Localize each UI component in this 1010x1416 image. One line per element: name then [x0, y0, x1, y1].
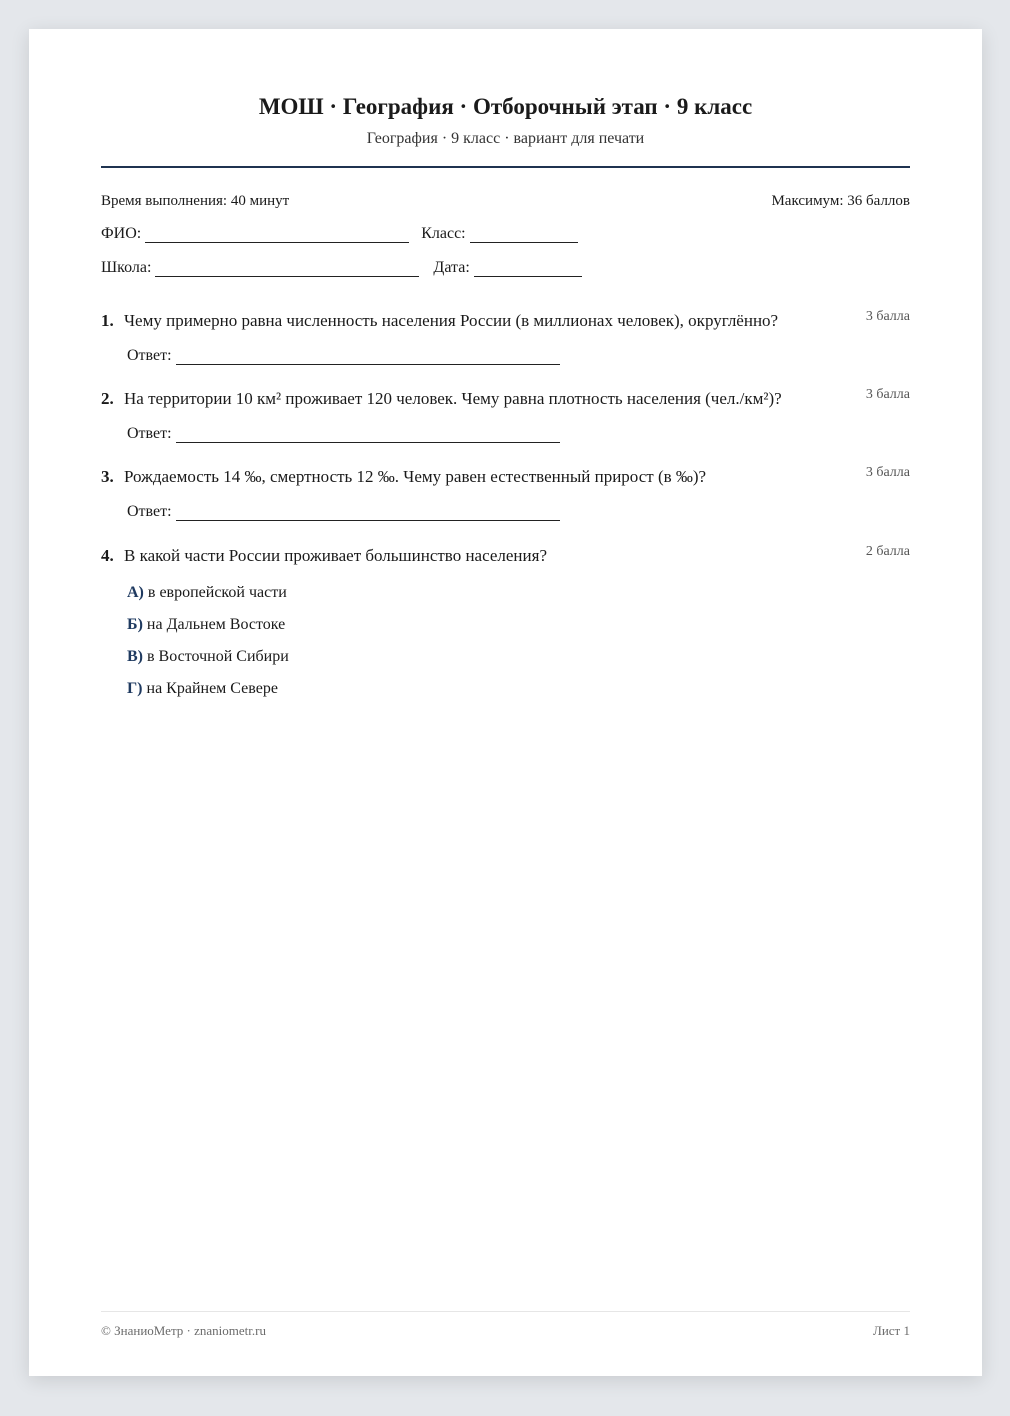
question-points: 3 балла	[865, 465, 910, 480]
answer-field[interactable]	[176, 506, 560, 521]
question-prompt: Чему примерно равна численность населения России (в миллионах человек), округлённо?	[124, 311, 779, 330]
student-fields-row-1	[101, 225, 910, 243]
question-points: 3 балла	[865, 387, 910, 402]
question-points: 2 балла	[865, 544, 910, 559]
question-number: 2.	[101, 389, 114, 408]
answer-label: Ответ:	[127, 503, 172, 520]
time-limit: Время выполнения: 40 минут	[101, 193, 290, 209]
option-letter: А)	[127, 584, 144, 601]
question-number: 3.	[101, 467, 114, 486]
max-score: Максимум: 36 баллов	[771, 193, 910, 209]
page-number: Лист 1	[873, 1323, 910, 1338]
answer-field[interactable]	[176, 350, 560, 365]
option-letter: Б)	[127, 616, 143, 633]
question-text	[101, 467, 706, 487]
option-a[interactable]	[127, 584, 289, 616]
question-text	[101, 311, 778, 331]
question-prompt: В какой части России проживает большинство населения?	[124, 546, 547, 565]
answer-row	[127, 425, 560, 443]
class-label: Класс:	[421, 225, 466, 242]
date-label: Дата:	[433, 259, 470, 276]
footer-divider	[101, 1311, 910, 1312]
footer-copyright: © ЗнаниоМетр · znaniometr.ru	[101, 1323, 266, 1338]
answer-field[interactable]	[176, 428, 560, 443]
page-content	[101, 29, 910, 1376]
question-prompt: Рождаемость 14 ‰, смертность 12 ‰. Чему равен естественный прирост (в ‰)?	[124, 467, 707, 486]
question-text	[101, 546, 547, 566]
option-b[interactable]	[127, 616, 289, 648]
question-points: 3 балла	[865, 309, 910, 324]
answer-options	[127, 584, 289, 712]
answer-label: Ответ:	[127, 425, 172, 442]
question-text	[101, 389, 782, 409]
answer-label: Ответ:	[127, 347, 172, 364]
school-field[interactable]	[155, 262, 419, 277]
student-fields-row-2	[101, 259, 910, 277]
fio-label: ФИО:	[101, 225, 142, 242]
meta-row	[101, 193, 910, 210]
option-letter: В)	[127, 648, 143, 665]
class-field[interactable]	[470, 228, 578, 243]
answer-row	[127, 503, 560, 521]
worksheet-page	[29, 29, 982, 1376]
option-text: на Дальнем Востоке	[146, 616, 286, 633]
option-letter: Г)	[127, 680, 143, 697]
answer-row	[127, 347, 560, 365]
page-subtitle: География · 9 класс · вариант для печати	[366, 130, 645, 147]
option-text: в Восточной Сибири	[147, 648, 289, 665]
page-footer	[101, 1323, 910, 1339]
question-number: 4.	[101, 546, 114, 565]
option-v[interactable]	[127, 648, 289, 680]
page-title: МОШ · География · Отборочный этап · 9 класс	[258, 94, 753, 119]
fio-field[interactable]	[145, 228, 409, 243]
school-label: Школа:	[101, 259, 152, 276]
option-text: в европейской части	[147, 584, 287, 601]
date-field[interactable]	[474, 262, 582, 277]
option-text: на Крайнем Севере	[146, 680, 278, 697]
option-g[interactable]	[127, 680, 289, 712]
header-divider	[101, 166, 910, 168]
question-prompt: На территории 10 км² проживает 120 человек. Чему равна плотность населения (чел./км²)?	[124, 389, 782, 408]
question-number: 1.	[101, 311, 114, 330]
